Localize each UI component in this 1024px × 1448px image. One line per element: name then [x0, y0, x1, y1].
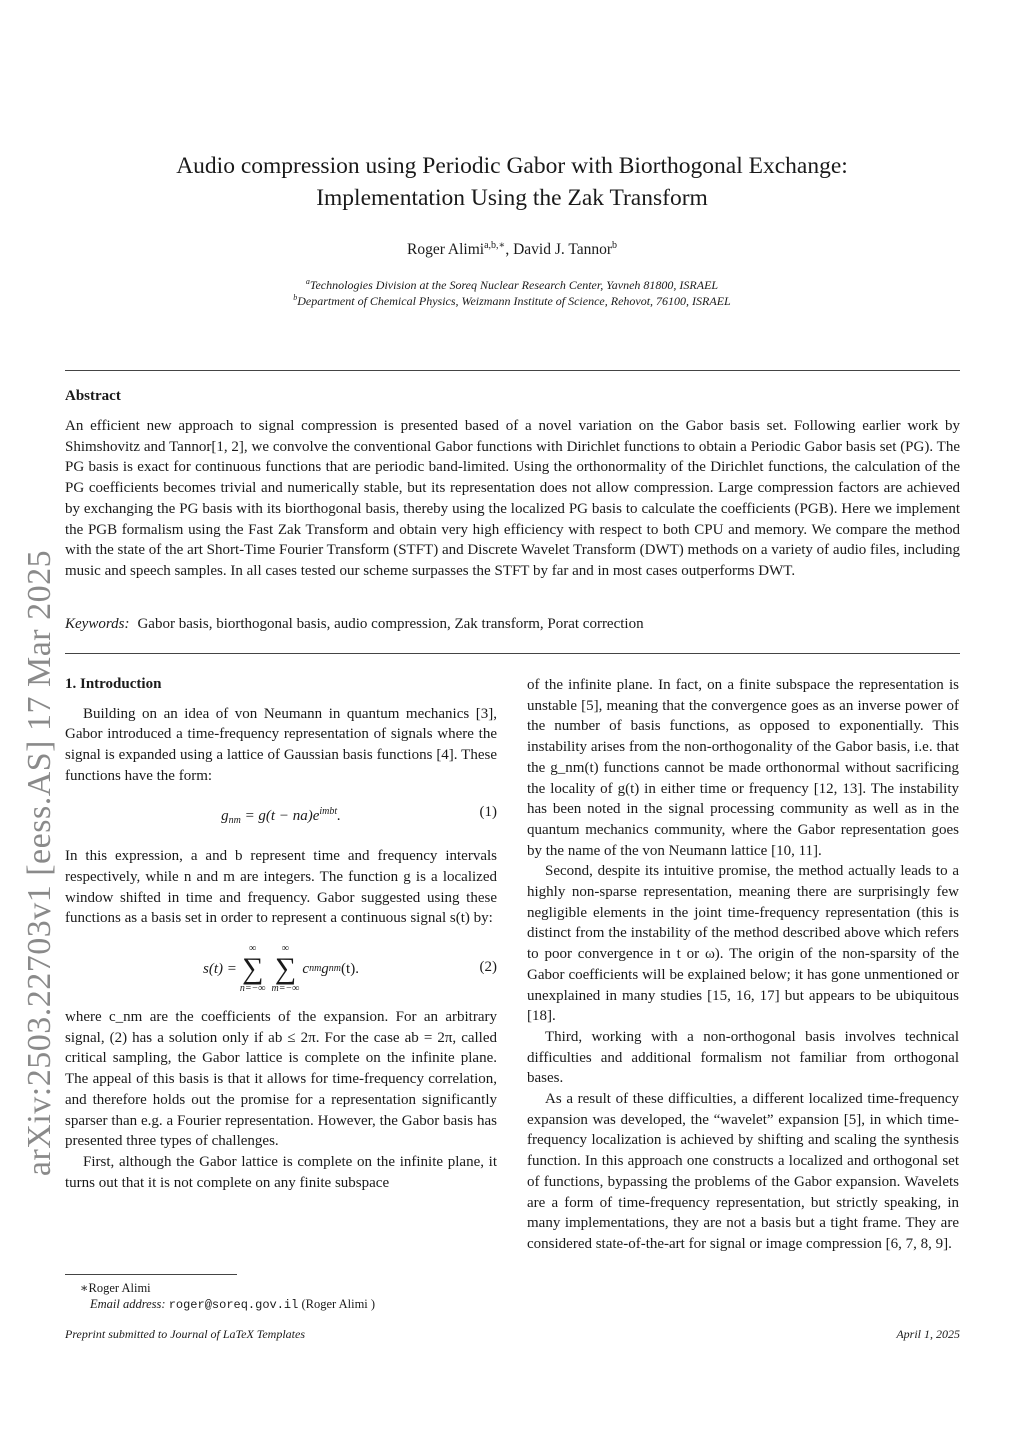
footer-date: April 1, 2025 [896, 1327, 960, 1341]
paragraph: where c_nm are the coefficients of the expansion. For an arbitrary signal, (2) has a solution only if ab ≤ 2π. For the case ab = 2π, called critical sampling, the Gabor lattice is complete on the infinite plane. The appeal of this basis is that it allows for time-frequency correlation, and therefore holds out the promise for a representation significantly sparser than e.g. a Fourier representation. However, the Gabor basis has presented three types of challenges. [65, 1009, 497, 1150]
eq1-lhs: g [221, 807, 229, 824]
eq2-term: c [302, 960, 310, 977]
sigma-icon: ∑ [274, 952, 297, 986]
abstract-heading: Abstract [65, 388, 121, 404]
paragraph: Second, despite its intuitive promise, the method actually leads to a highly non-sparse representation, meaning there are surprisingly few negligible elements in the joint time-frequency representation (this is distinct from the instability of the method described above which refers to poor convergence in t or ω). The origin of the non-sparsity of the Gabor coefficients will be explained below; it has gone unmentioned or unexplained in many studies [15, 16, 17] but appears to be ubiquitous [18]. [527, 863, 959, 1025]
paragraph: First, although the Gabor lattice is complete on the infinite plane, it turns out that it is not complete on any finite subspace [65, 1153, 497, 1191]
affiliation-mark: b [293, 293, 298, 302]
author-list: Roger Alimi$^{a,b,∗}$, David J. Tannor$^b$ [406, 240, 617, 259]
abstract-text: An efficient new approach to signal compression is presented based of a novel variation on the Gabor basis set. Following earlier work by Shimshovitz and Tannor[1, 2], we convolve the conventional Gabor functions with Dirichlet functions to obtain a Periodic Gabor basis set (PG). The PG basis is exact for continuous functions that are periodic band-limited. Using the orthonormality of the Dirichlet functions, the calculation of the PG coefficients becomes trivial and numerically stable, but its representation does not allow compression. Large compression factors are achieved by exchanging the PG basis with its biorthogonal basis, thereby using the localized PG basis to calculate the coefficients (PGB). Here we implement the PGB formalism using the Fast Zak Transform and obtain very high efficiency with respect to both CPU and memory. We compare the method with the state of the art Short-Time Fourier Transform (STFT) and Discrete Wavelet Transform (DWT) methods on a variety of audio files, including music and speech samples. In all cases tested our scheme surpasses the STFT by far and in most cases outperforms DWT. [65, 418, 960, 579]
footnote-email-tail: (Roger Alimi ) [301, 1297, 376, 1311]
footnote-email-label: Email address: [90, 1297, 166, 1311]
eq1-lhs-sub: nm [228, 814, 241, 826]
author-marks: b [612, 240, 617, 251]
sum-lower-limit: n=−∞ [239, 983, 266, 995]
sum-upper-limit: ∞ [281, 943, 290, 955]
paper-title [0, 150, 1024, 214]
title-line-1: Audio compression using Periodic Gabor with Biorthogonal Exchange: [176, 153, 848, 179]
author-marks: a,b,∗ [484, 240, 506, 251]
eq2-term-sub: nm [309, 962, 322, 974]
top-rule [65, 370, 960, 371]
eq2-lhs: s(t) = [203, 960, 237, 977]
keywords-list: Gabor basis, biorthogonal basis, audio compression, Zak transform, Porat correction [137, 616, 644, 632]
sigma-icon: ∑ [242, 952, 264, 986]
keywords-label: Keywords: [65, 616, 130, 632]
paragraph: In this expression, a and b represent time and frequency intervals respectively, while n and m are integers. The function g is a localized window shifted in time and frequency. Gabor suggested using these functions as a basis set in order to represent a continuous signal s(t) by: [65, 848, 497, 927]
left-column [65, 674, 497, 1193]
eq1-rhs-sup: imbt [319, 805, 338, 817]
footnote-email-address[interactable]: roger@soreq.gov.il [168, 1298, 299, 1312]
eq2-term2: g [321, 960, 329, 977]
equation-number-1: (1) [479, 803, 497, 820]
author-name: Roger Alimi [406, 241, 485, 259]
arxiv-stamp-text: arXiv:2503.22703v1 [eess.AS] 17 Mar 2025 [21, 549, 58, 1177]
affiliation-a [0, 277, 1024, 293]
equation-2 [65, 939, 497, 999]
paragraph: Building on an idea of von Neumann in quantum mechanics [3], Gabor introduced a time-frequency representation of signals where the signal is expanded using a lattice of Gaussian basis functions [4]. These functions have the form: [65, 705, 497, 784]
eq1-tail: . [337, 807, 341, 824]
affiliation-text: Department of Chemical Physics, Weizmann Institute of Science, Rehovot, 76100, ISRAEL [297, 294, 731, 308]
right-column [527, 675, 959, 1255]
equation-1 [65, 802, 497, 832]
equation-number-2: (2) [479, 959, 497, 976]
paragraph: of the infinite plane. In fact, on a finite subspace the representation is unstable [5], meaning that the convergence goes as an inverse power of the number of basis functions, as opposed to exponentially. This instability arises from the non-orthogonality of the Gabor basis, i.e. that the g_nm(t) functions cannot be made orthonormal without sacrificing the locality of g(t) in either time or frequency [12, 13]. The instability has been noted in the signal processing community as well as in the quantum mechanics community, where the Gabor representation goes by the name of the von Neumann lattice [10, 11]. [527, 677, 959, 859]
eq2-term2-sub: nm [328, 962, 342, 974]
title-line-2: Implementation Using the Zak Transform [316, 185, 708, 211]
affiliation-b [0, 293, 1024, 309]
affiliation-mark: a [305, 277, 310, 286]
keywords [65, 616, 644, 633]
sum-upper-limit: ∞ [249, 943, 257, 955]
paragraph: Third, working with a non-orthogonal basis involves technical difficulties and additional formalism not familiar from orthogonal bases. [527, 1028, 959, 1087]
footnote-rule [65, 1274, 237, 1275]
eq1-rhs: = g(t − na)e [244, 807, 320, 824]
eq2-tail: (t). [341, 960, 359, 977]
sum-lower-limit: m=−∞ [271, 983, 300, 995]
section-heading-introduction: 1. Introduction [65, 676, 162, 692]
abstract-bottom-rule [65, 653, 960, 654]
sum-symbol-m [272, 944, 300, 994]
sum-symbol-n [240, 944, 266, 994]
footer-preprint-note: Preprint submitted to Journal of LaTeX Templates [65, 1327, 306, 1341]
footnote-email [90, 1297, 375, 1312]
author-name: David J. Tannor [513, 241, 612, 259]
affiliation-text: Technologies Division at the Soreq Nuclear Research Center, Yavneh 81800, ISRAEL [309, 278, 719, 292]
paragraph: As a result of these difficulties, a different localized time-frequency expansion was developed, the “wavelet” expansion [5], in which time-frequency localization is achieved by shifting and scaling the synthesis function. In this approach one constructs a localized and orthogonal set of functions, bypassing the problems of the Gabor expansion. Wavelets are a form of time-frequency representation, but strictly speaking, in many implementations, they are not a basis but a tight frame. They are considered state-of-the-art for signal or image compression [6, 7, 8, 9]. [527, 1091, 959, 1252]
footnote-author: ∗Roger Alimi [80, 1281, 151, 1295]
